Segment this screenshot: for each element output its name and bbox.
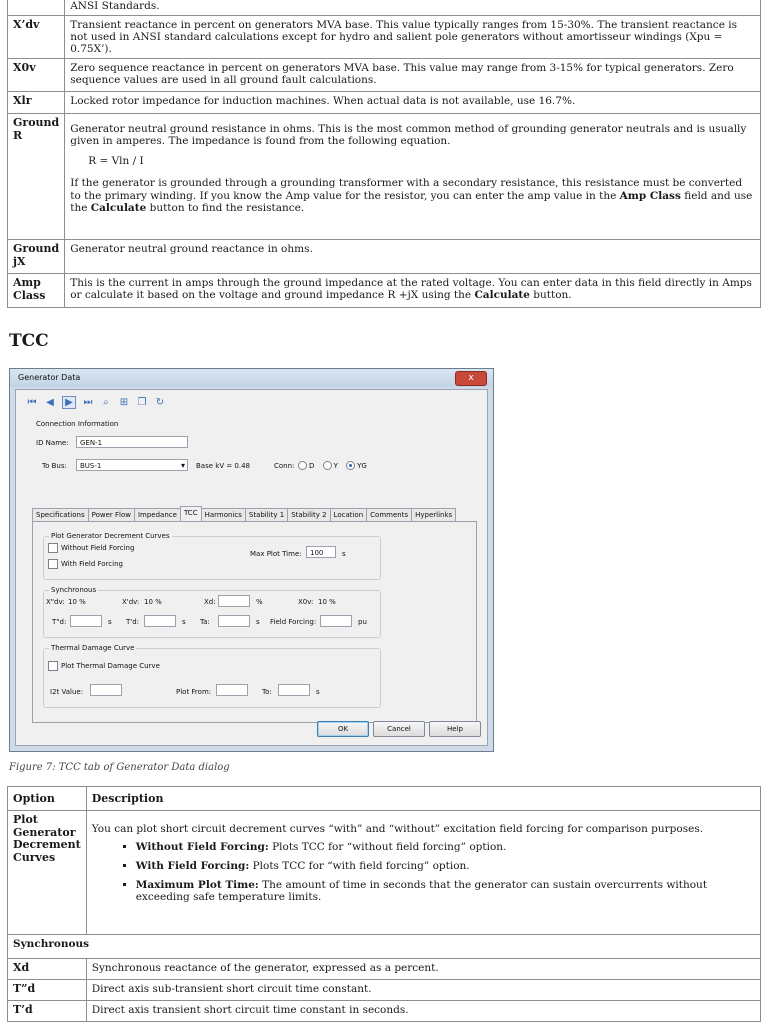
table-row (8, 811, 761, 935)
tab-hyperlinks[interactable]: Hyperlinks (411, 508, 456, 523)
plot-thermal-damage-checkbox[interactable]: Plot Thermal Damage Curve (48, 661, 160, 671)
id-name-input[interactable]: GEN-1 (76, 436, 188, 448)
next-record-icon[interactable]: ▶ (62, 396, 76, 409)
tpd-label: T'd: (126, 618, 140, 626)
table-row (8, 935, 761, 959)
unit-label: s (316, 688, 320, 696)
conn-radio-d[interactable]: D (298, 461, 314, 470)
option-bullet-list (92, 841, 755, 903)
option-cell: Plot Generator Decrement Curves (8, 811, 87, 935)
to-bus-select[interactable]: BUS-1 ▾ (76, 459, 188, 471)
option-cell: X0v (8, 59, 65, 92)
dialog-body (15, 389, 488, 746)
description-cell: Direct axis transient short circuit time constant in seconds. (86, 1001, 760, 1022)
plot-intro-text: You can plot short circuit decrement curves “with” and “without” excitation field forcing for comparison purposes. (91, 823, 704, 835)
plot-to-input[interactable] (278, 684, 310, 696)
ta-input[interactable] (218, 615, 250, 627)
without-field-forcing-checkbox[interactable]: Without Field Forcing (48, 543, 134, 553)
description-cell: Transient reactance in percent on generators MVA base. This value typically ranges from 15-30%. The transient reactance is not used in ANSI standard calculations except for hydro and salient pole generators without amortisseur windings (Xpu = 0.75X’). (65, 16, 761, 59)
description-cell: Zero sequence reactance in percent on generators MVA base. This value may range from 3-15% for typical generators. Zero sequence values are used in all ground fault calculations. (65, 59, 761, 92)
tab-tcc[interactable]: TCC (180, 506, 202, 521)
unit-label: s (182, 618, 186, 626)
figure-caption: Figure 7: TCC tab of Generator Data dialog (9, 762, 230, 773)
option-cell: Ground R (8, 114, 65, 240)
parameter-table-bottom (7, 786, 761, 1022)
list-item: ▪ With Field Forcing: Plots TCC for “with field forcing” option. (136, 860, 755, 872)
plot-from-input[interactable] (216, 684, 248, 696)
option-cell: Ground jX (8, 240, 65, 274)
generator-data-dialog (9, 368, 494, 752)
dialog-title: Generator Data (18, 373, 81, 382)
option-cell (8, 0, 65, 16)
plot-from-label: Plot From: (176, 688, 212, 696)
find-icon[interactable]: ⌕ (103, 396, 109, 408)
option-cell: T’d (8, 1001, 87, 1022)
tab-harmonics[interactable]: Harmonics (201, 508, 246, 523)
option-cell: X’dv (8, 16, 65, 59)
table-row (8, 959, 761, 980)
to-label: To: (262, 688, 272, 696)
pu-label: pu (358, 618, 367, 626)
tab-power-flow[interactable]: Power Flow (88, 508, 135, 523)
to-bus-label: To Bus: (42, 462, 67, 470)
xdv-transient-label: X'dv: (122, 598, 140, 606)
description-cell: Locked rotor impedance for induction machines. When actual data is not available, use 16.7%. (65, 92, 761, 114)
field-forcing-label: Field Forcing: (270, 618, 317, 626)
section-heading: TCC (9, 331, 49, 351)
table-row (8, 274, 761, 308)
description-cell: This is the current in amps through the ground impedance at the rated voltage. You can enter data in this field directly in Amps or calculate it based on the voltage and ground impedance R +jX using the Calculate button. (65, 274, 761, 308)
description-cell: Direct axis sub-transient short circuit time constant. (86, 980, 760, 1001)
with-field-forcing-checkbox[interactable]: With Field Forcing (48, 559, 123, 569)
last-record-icon[interactable]: ⏭ (83, 396, 93, 408)
parameter-table-top (7, 0, 761, 308)
ok-button[interactable]: OK (317, 721, 369, 737)
conn-radio-y[interactable]: Y (323, 461, 338, 470)
conn-radio-yg[interactable]: YG (346, 461, 367, 470)
tab-impedance[interactable]: Impedance (134, 508, 181, 523)
description-cell (65, 114, 761, 240)
ground-r-equation: R = Vln / I (88, 155, 144, 168)
conn-radio-group (298, 461, 373, 472)
max-plot-time-label: Max Plot Time: (250, 550, 302, 558)
group-title: Synchronous (51, 586, 97, 594)
id-name-label: ID Name: (36, 439, 69, 447)
xdv-subtransient-label: X"dv: (46, 598, 65, 606)
table-row (8, 16, 761, 59)
copy-icon[interactable]: ❐ (137, 396, 147, 408)
option-cell: T”d (8, 980, 87, 1001)
list-item: ▪ Without Field Forcing: Plots TCC for “without field forcing” option. (136, 841, 755, 853)
previous-record-icon[interactable]: ◀ (46, 396, 54, 408)
table-row (8, 1001, 761, 1022)
help-button[interactable]: Help (429, 721, 481, 737)
tpd-input[interactable] (144, 615, 176, 627)
column-header-description: Description (86, 787, 760, 811)
table-row (8, 0, 761, 16)
field-forcing-input[interactable] (320, 615, 352, 627)
i2t-value-label: I2t Value: (50, 688, 84, 696)
dialog-titlebar (10, 369, 493, 387)
description-cell: Generator neutral ground reactance in ohms. (65, 240, 761, 274)
description-cell: ANSI Standards. (65, 0, 761, 16)
synchronous-group (43, 586, 381, 638)
tab-location[interactable]: Location (330, 508, 368, 523)
xdv-subtransient-value: 10 % (68, 598, 86, 606)
ta-label: Ta: (200, 618, 210, 626)
description-cell (86, 811, 760, 935)
xd-label: Xd: (204, 598, 216, 606)
x0v-value: 10 % (318, 598, 336, 606)
unit-label: s (342, 550, 346, 558)
thermal-damage-group (43, 644, 381, 708)
table-row (8, 92, 761, 114)
tdd-input[interactable] (70, 615, 102, 627)
group-title: Thermal Damage Curve (51, 644, 135, 652)
tab-stability-1[interactable]: Stability 1 (245, 508, 288, 523)
table-row (8, 114, 761, 240)
tab-specifications[interactable]: Specifications (32, 508, 89, 523)
table-header-row (8, 787, 761, 811)
unit-label: s (108, 618, 112, 626)
record-toolbar (26, 395, 166, 409)
table-row (8, 980, 761, 1001)
ground-r-text: Generator neutral ground resistance in ohms. This is the most common method of grounding generator neutrals and is usually given in amperes. The impedance is found from the following equation. (70, 123, 747, 148)
synchronous-section-row: Synchronous (8, 935, 761, 959)
tree-icon[interactable]: ⊞ (119, 396, 129, 408)
list-item: ▪ Maximum Plot Time: The amount of time in seconds that the generator can sustain overcurrents without exceeding safe temperature limits. (136, 879, 755, 903)
ground-r-note: If the generator is grounded through a grounding transformer with a secondary resistance, this resistance must be converted to the primary winding. If you know the Amp value for the resistor, you can enter the amp value in the Amp Class field and use the Calculate button to find the resistance. (70, 177, 753, 214)
i2t-value-input[interactable] (90, 684, 122, 696)
table-row (8, 59, 761, 92)
xdv-transient-value: 10 % (144, 598, 162, 606)
decrement-curves-group (43, 532, 381, 580)
conn-label: Conn: (274, 462, 295, 470)
description-cell: Synchronous reactance of the generator, expressed as a percent. (86, 959, 760, 980)
group-title: Plot Generator Decrement Curves (51, 532, 170, 540)
close-button[interactable]: x (455, 371, 487, 386)
max-plot-time-input[interactable]: 100 (306, 546, 336, 558)
option-cell: Xd (8, 959, 87, 980)
tab-comments[interactable]: Comments (366, 508, 412, 523)
option-cell: Xlr (8, 92, 65, 114)
unit-label: s (256, 618, 260, 626)
tab-stability-2[interactable]: Stability 2 (287, 508, 330, 523)
table-row (8, 240, 761, 274)
percent-label: % (256, 598, 263, 606)
cancel-button[interactable]: Cancel (373, 721, 425, 737)
option-cell: Amp Class (8, 274, 65, 308)
column-header-option: Option (8, 787, 87, 811)
connection-info-label: Connection Information (36, 420, 119, 428)
x0v-label: X0v: (298, 598, 314, 606)
first-record-icon[interactable]: ⏮ (27, 396, 37, 408)
refresh-icon[interactable]: ↻ (155, 396, 165, 408)
tdd-label: T"d: (52, 618, 67, 626)
xd-input[interactable] (218, 595, 250, 607)
tcc-tab-panel (32, 521, 477, 723)
base-kv-label: Base kV = 0.48 (196, 462, 251, 470)
